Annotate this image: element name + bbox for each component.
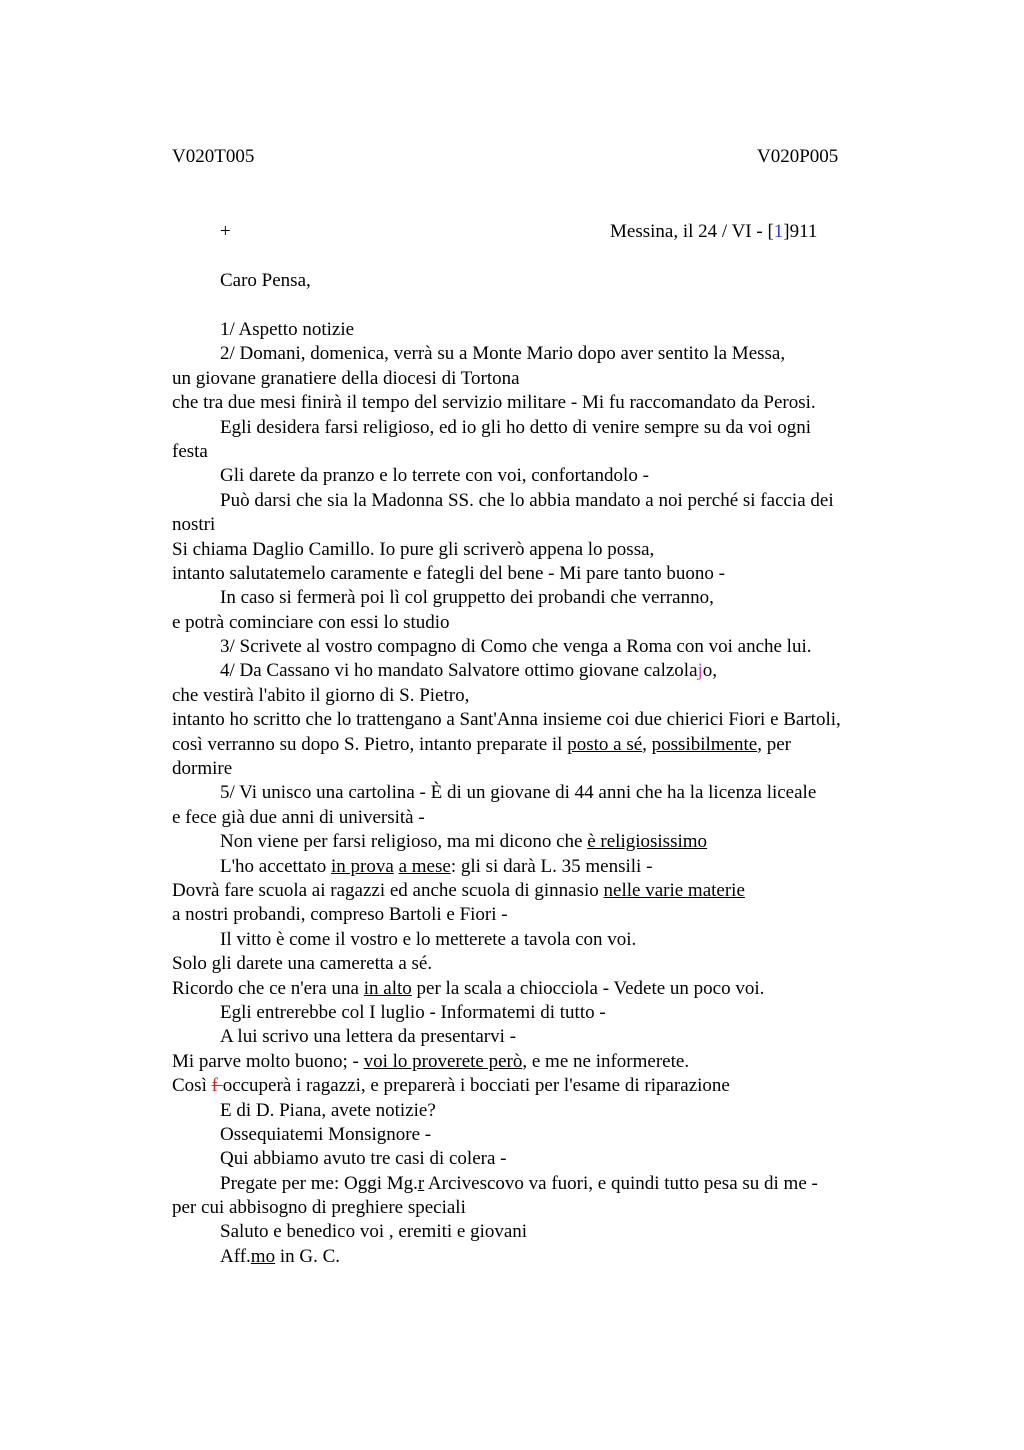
text-line: Saluto e benedico voi , eremiti e giovani — [220, 1221, 528, 1243]
text-line: Può darsi che sia la Madonna SS. che lo abbia mandato a noi perché si faccia dei — [220, 489, 834, 511]
text-segment: Ricordo che ce n'era una — [172, 977, 364, 999]
underlined-text: in alto — [363, 977, 412, 999]
text-line: intanto ho scritto che lo trattengano a Sant'Anna insieme coi due chierici Fiori e Bartoli, — [172, 709, 841, 731]
text-line: E di D. Piana, avete notizie? — [220, 1099, 436, 1121]
text-line: Si chiama Daglio Camillo. Io pure gli scriverò appena lo possa, — [172, 538, 655, 560]
text-segment: Aff. — [220, 1245, 251, 1267]
text-line: intanto salutatemelo caramente e fategli del bene - Mi pare tanto buono - — [172, 562, 725, 584]
closing-line — [172, 1245, 912, 1269]
text-line: Solo gli darete una cameretta a sé. — [172, 953, 433, 975]
text-segment: o, — [702, 660, 718, 682]
editorial-insertion: 1 — [773, 221, 784, 242]
text-line: e potrà cominciare con essi lo studio — [172, 611, 450, 633]
text-line — [172, 830, 912, 854]
text-segment: L'ho accettato — [220, 855, 332, 877]
text-line: a nostri probandi, compreso Bartoli e Fiori - — [172, 904, 508, 926]
text-segment: Così — [172, 1075, 212, 1097]
underlined-text: in prova — [331, 855, 394, 877]
text-line: festa — [172, 440, 208, 462]
text-line: che tra due mesi finirà il tempo del servizio militare - Mi fu raccomandato da Perosi. — [172, 392, 816, 414]
text-line: Ossequiatemi Monsignore - — [220, 1123, 432, 1145]
text-line: un giovane granatiere della diocesi di Tortona — [172, 367, 520, 389]
text-line: Qui abbiamo avuto tre casi di colera - — [220, 1148, 507, 1170]
text-segment: in G. C. — [275, 1245, 341, 1267]
text-segment: Arcivescovo va fuori, e quindi tutto pesa su di me - — [424, 1172, 818, 1194]
text-line: Gli darete da pranzo e lo terrete con voi, confortandolo - — [220, 465, 649, 487]
cross-mark: + — [220, 221, 231, 242]
text-segment: , e me ne informerete. — [522, 1050, 690, 1072]
place-date-part: ]911 — [783, 221, 818, 242]
text-line: A lui scrivo una lettera da presentarvi - — [220, 1026, 516, 1048]
document-code-right: V020P005 — [757, 146, 839, 167]
text-line: Egli entrerebbe col I luglio - Informatemi di tutto - — [220, 1001, 606, 1023]
text-line: 2/ Domani, domenica, verrà su a Monte Mario dopo aver sentito la Messa, — [220, 343, 786, 365]
text-line — [172, 1172, 912, 1196]
text-segment: 4/ Da Cassano vi ho mandato Salvatore ottimo giovane calzola — [220, 660, 698, 682]
text-line: dormire — [172, 758, 233, 780]
salutation: Caro Pensa, — [220, 270, 311, 291]
text-line — [172, 659, 912, 683]
text-line — [172, 733, 912, 757]
underlined-text: voi lo proverete però — [363, 1050, 523, 1072]
document-code-left: V020T005 — [172, 146, 255, 167]
underlined-text: r — [417, 1172, 425, 1194]
text-line: Egli desidera farsi religioso, ed io gli ho detto di venire sempre su da voi ogni — [220, 416, 811, 438]
text-line — [172, 855, 912, 879]
text-line: e fece già due anni di università - — [172, 806, 425, 828]
text-line: per cui abbisogno di preghiere speciali — [172, 1197, 466, 1219]
text-line: 1/ Aspetto notizie — [220, 319, 355, 340]
text-segment: Mi parve molto buono; - — [172, 1050, 364, 1072]
text-segment: occuperà i ragazzi, e preparerà i bocciati per l'esame di riparazione — [222, 1075, 730, 1097]
text-line — [172, 879, 912, 903]
underlined-text: a mese — [398, 855, 451, 877]
text-segment: , per — [757, 733, 791, 755]
underlined-text: è religiosissimo — [587, 831, 708, 853]
text-segment: per la scala a chiocciola - Vedete un poco voi. — [411, 977, 765, 999]
text-line: nostri — [172, 514, 216, 536]
editorial-correction: j — [697, 660, 703, 682]
place-date — [610, 221, 817, 243]
text-segment: così verranno su dopo S. Pietro, intanto preparate il — [172, 733, 568, 755]
text-segment: : gli si darà L. 35 mensili - — [450, 855, 653, 877]
text-line — [172, 977, 912, 1001]
text-segment: Pregate per me: Oggi Mg. — [220, 1172, 418, 1194]
text-line — [172, 1050, 912, 1074]
underlined-text: possibilmente — [651, 733, 758, 755]
text-segment: Dovrà fare scuola ai ragazzi ed anche scuola di ginnasio — [172, 879, 604, 901]
letter-body — [172, 318, 912, 1269]
underlined-text: nelle varie materie — [603, 879, 745, 901]
text-segment: , — [642, 733, 652, 755]
text-line: che vestirà l'abito il giorno di S. Pietro, — [172, 684, 470, 706]
text-line: 3/ Scrivete al vostro compagno di Como che venga a Roma con voi anche lui. — [220, 636, 812, 658]
text-line: In caso si fermerà poi lì col gruppetto dei probandi che verranno, — [220, 587, 714, 609]
underlined-text: posto a sé — [567, 733, 643, 755]
text-line: 5/ Vi unisco una cartolina - È di un giovane di 44 anni che ha la licenza liceale — [220, 782, 817, 804]
text-line — [172, 1074, 912, 1098]
struck-text: f — [211, 1075, 223, 1097]
text-segment: Non viene per farsi religioso, ma mi dicono che — [220, 831, 588, 853]
place-date-part: Messina, il 24 / VI - [ — [610, 221, 774, 242]
underlined-text: mo — [250, 1245, 276, 1267]
text-line: Il vitto è come il vostro e lo metterete a tavola con voi. — [220, 928, 637, 950]
